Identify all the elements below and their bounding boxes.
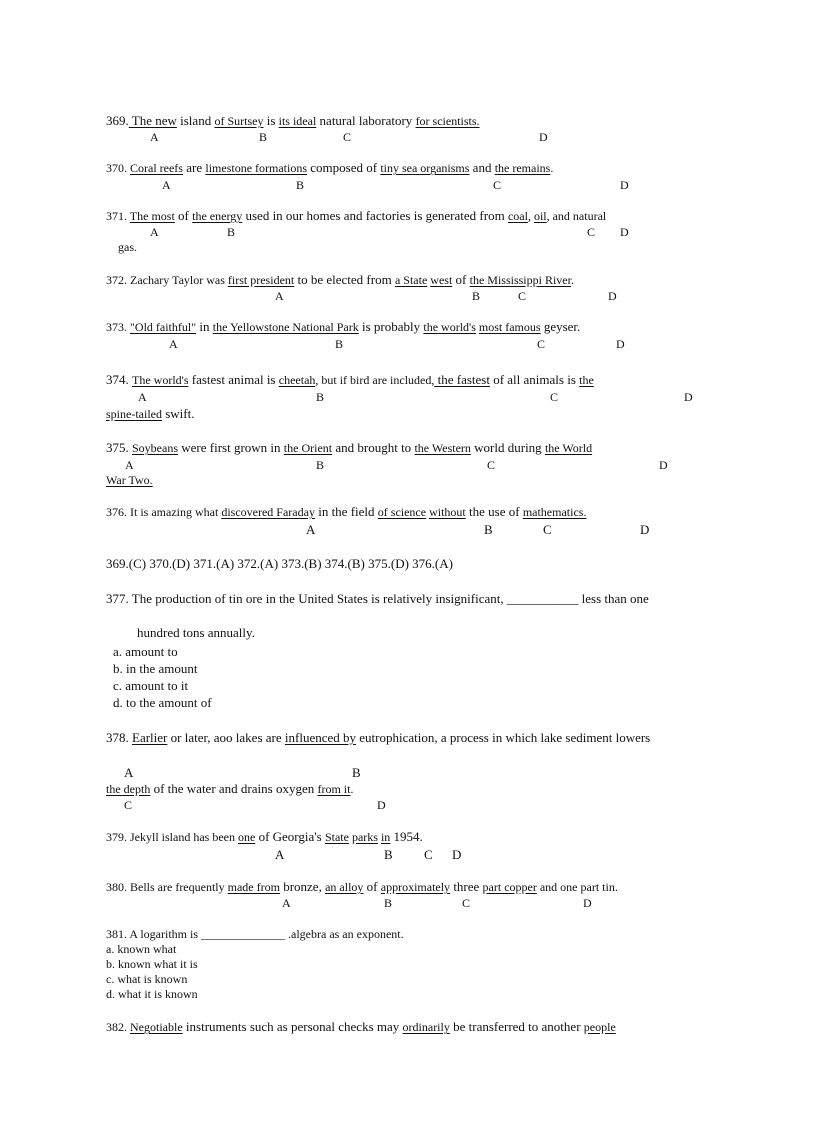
question-382: 382. Negotiable instruments such as personal checks may ordinarily be transferred to another people [106, 1019, 616, 1034]
answer-letters-370: A B C D [162, 178, 629, 192]
question-377: 377. The production of tin ore in the United States is relatively insignificant, ___________ less than one [106, 591, 649, 606]
answer-letters-378-cd: C D [124, 798, 386, 812]
option-377-c: c. amount to it [113, 678, 189, 693]
question-378-continued: the depth of the water and drains oxygen from it. [106, 781, 354, 796]
answer-letters-372: A B C D [275, 289, 617, 303]
answer-letters-374: A B C D [138, 390, 693, 404]
question-378: 378. Earlier or later, aoo lakes are influenced by eutrophication, a process in which lake sediment lowers [106, 730, 651, 745]
question-379: 379. Jekyll island has been one of Georgia's State parks in 1954. [106, 829, 423, 844]
answer-letters-379: A B C D [275, 847, 462, 862]
question-375: 375. Soybeans were first grown in the Orient and brought to the Western world during the World [106, 440, 593, 455]
question-374-continued: spine-tailed swift. [106, 406, 195, 421]
option-381-d: d. what it is known [106, 987, 198, 1001]
answer-letters-380: A B C D [282, 896, 592, 910]
answer-letters-371: A B C D [150, 225, 629, 239]
question-371: 371. The most of the energy used in our homes and factories is generated from coal, oil, and natural [106, 208, 607, 223]
question-371-continued: gas. [118, 240, 137, 254]
question-375-continued: War Two. [106, 473, 153, 487]
question-377-continued: hundred tons annually. [137, 625, 255, 640]
question-372: 372. Zachary Taylor was first president to be elected from a State west of the Mississippi River. [106, 272, 574, 287]
question-376: 376. It is amazing what discovered Faraday in the field of science without the use of mathematics. [106, 504, 587, 519]
option-381-c: c. what is known [106, 972, 188, 986]
answer-letters-378-ab: A B [124, 765, 361, 780]
question-381: 381. A logarithm is ______________ .algebra as an exponent. [106, 927, 404, 941]
answer-key: 369.(C) 370.(D) 371.(A) 372.(A) 373.(B) 374.(B) 375.(D) 376.(A) [106, 556, 453, 571]
option-377-d: d. to the amount of [113, 695, 212, 710]
question-370: 370. Coral reefs are limestone formations composed of tiny sea organisms and the remains. [106, 160, 554, 175]
option-377-b: b. in the amount [113, 661, 198, 676]
question-373: 373. "Old faithful" in the Yellowstone National Park is probably the world's most famous geyser. [106, 319, 581, 334]
question-369: 369. The new island of Surtsey is its ideal natural laboratory for scientists. [106, 113, 480, 128]
answer-letters-375: A B C D [125, 458, 668, 472]
answer-letters-373: A B C D [169, 337, 625, 351]
answer-letters-376: A B C D [306, 522, 650, 537]
question-380: 380. Bells are frequently made from bronze, an alloy of approximately three part copper and one part tin. [106, 879, 618, 894]
option-377-a: a. amount to [113, 644, 178, 659]
option-381-a: a. known what [106, 942, 177, 956]
question-374: 374. The world's fastest animal is cheetah, but if bird are included, the fastest of all animals is the [106, 372, 594, 387]
option-381-b: b. known what it is [106, 957, 198, 971]
answer-letters-369: A B C D [150, 130, 548, 144]
